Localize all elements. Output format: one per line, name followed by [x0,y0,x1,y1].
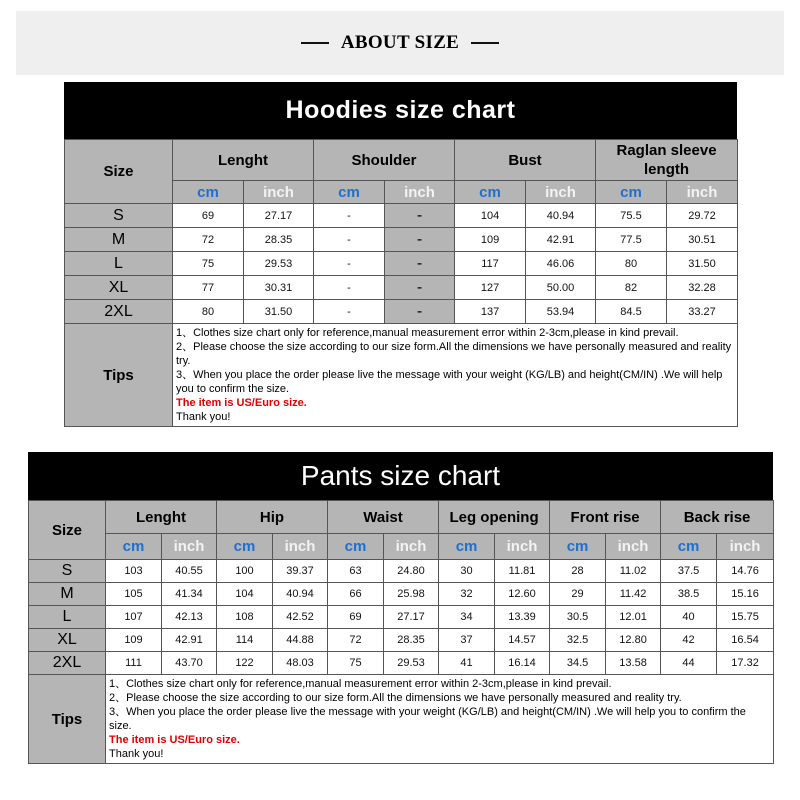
value-cell: 28 [550,560,606,583]
value-cell: 29.53 [244,252,314,276]
group-header-back-rise: Back rise [661,501,774,534]
value-cell: 16.14 [495,652,550,675]
size-header: Size [29,501,106,560]
value-cell: - [385,252,455,276]
value-cell: 72 [328,629,384,652]
unit-cm-header: cm [661,534,717,560]
value-cell: 66 [328,583,384,606]
table-row [65,300,738,324]
table-row [29,583,774,606]
value-cell: 32.28 [667,276,738,300]
size-cell: S [65,204,173,228]
value-cell: 108 [217,606,273,629]
value-cell: 107 [106,606,162,629]
value-cell: 29 [550,583,606,606]
value-cell: 11.81 [495,560,550,583]
value-cell: 12.60 [495,583,550,606]
value-cell: 13.39 [495,606,550,629]
value-cell: 29.53 [384,652,439,675]
size-cell: L [29,606,106,629]
table-row [29,606,774,629]
value-cell: 122 [217,652,273,675]
tip-line: 3、When you place the order please live the message with your weight (KG/LB) and height(CM/IN) .We will help you to confirm the size. [176,369,723,395]
value-cell: 82 [596,276,667,300]
group-header-bust: Bust [455,140,596,181]
value-cell: 14.76 [717,560,774,583]
group-header-length: Lenght [173,140,314,181]
value-cell: 40.55 [162,560,217,583]
value-cell: 42.91 [162,629,217,652]
value-cell: - [385,228,455,252]
pants-size-table [28,500,774,764]
value-cell: 50.00 [526,276,596,300]
value-cell: 63 [328,560,384,583]
value-cell: - [314,300,385,324]
value-cell: 43.70 [162,652,217,675]
table-row [29,629,774,652]
group-header-raglan-sleeve: Raglan sleeve length [596,140,738,181]
value-cell: 14.57 [495,629,550,652]
table-row [65,204,738,228]
value-cell: 44 [661,652,717,675]
group-header-leg-opening: Leg opening [439,501,550,534]
table-row [65,276,738,300]
value-cell: - [314,276,385,300]
value-cell: 25.98 [384,583,439,606]
value-cell: 30 [439,560,495,583]
value-cell: 104 [455,204,526,228]
value-cell: 15.75 [717,606,774,629]
value-cell: 40.94 [526,204,596,228]
value-cell: 32.5 [550,629,606,652]
size-cell: 2XL [65,300,173,324]
us-euro-size-note: The item is US/Euro size. [176,397,307,409]
tips-label: Tips [29,675,106,764]
banner-title: ABOUT SIZE [340,32,460,53]
value-cell: 40 [661,606,717,629]
tip-line: 2、Please choose the size according to our size form.All the dimensions we have personally measured and reality try. [176,341,732,367]
value-cell: 80 [173,300,244,324]
value-cell: 38.5 [661,583,717,606]
value-cell: 44.88 [273,629,328,652]
value-cell: 42.52 [273,606,328,629]
value-cell: 37 [439,629,495,652]
value-cell: 75 [173,252,244,276]
value-cell: 34 [439,606,495,629]
group-header-length: Lenght [106,501,217,534]
value-cell: 33.27 [667,300,738,324]
value-cell: 30.51 [667,228,738,252]
hoodies-size-chart [64,82,737,427]
tips-text [173,324,738,427]
unit-inch-header: inch [667,181,738,204]
group-header-shoulder: Shoulder [314,140,455,181]
value-cell: 42 [661,629,717,652]
table-row [29,652,774,675]
group-header-hip: Hip [217,501,328,534]
unit-inch-header: inch [526,181,596,204]
tip-line: 1、Clothes size chart only for reference,manual measurement error within 2-3cm,please in kind prevail. [109,678,612,690]
value-cell: 42.91 [526,228,596,252]
tips-text [106,675,774,764]
group-header-waist: Waist [328,501,439,534]
value-cell: 137 [455,300,526,324]
value-cell: 30.5 [550,606,606,629]
value-cell: 111 [106,652,162,675]
value-cell: 34.5 [550,652,606,675]
thank-you-text: Thank you! [109,748,164,760]
value-cell: 39.37 [273,560,328,583]
value-cell: - [385,204,455,228]
unit-inch-header: inch [606,534,661,560]
unit-cm-header: cm [106,534,162,560]
value-cell: 75.5 [596,204,667,228]
size-cell: M [65,228,173,252]
value-cell: 109 [455,228,526,252]
unit-cm-header: cm [314,181,385,204]
table-row [29,560,774,583]
value-cell: 114 [217,629,273,652]
value-cell: 24.80 [384,560,439,583]
size-cell: XL [29,629,106,652]
value-cell: 69 [173,204,244,228]
unit-cm-header: cm [173,181,244,204]
value-cell: 109 [106,629,162,652]
hoodies-size-table [64,139,738,427]
value-cell: 105 [106,583,162,606]
value-cell: 40.94 [273,583,328,606]
banner-dash-right [471,42,499,44]
size-cell: 2XL [29,652,106,675]
unit-cm-header: cm [550,534,606,560]
about-size-banner [16,11,784,75]
value-cell: 48.03 [273,652,328,675]
value-cell: 16.54 [717,629,774,652]
value-cell: 69 [328,606,384,629]
value-cell: 72 [173,228,244,252]
banner-dash-left [301,42,329,44]
value-cell: 12.01 [606,606,661,629]
unit-inch-header: inch [273,534,328,560]
size-cell: M [29,583,106,606]
value-cell: - [314,204,385,228]
value-cell: 28.35 [244,228,314,252]
tip-line: 3、When you place the order please live the message with your weight (KG/LB) and height(CM/IN) .We will help you to confirm the size. [109,706,746,732]
size-cell: L [65,252,173,276]
unit-inch-header: inch [244,181,314,204]
pants-chart-title: Pants size chart [28,452,773,500]
unit-cm-header: cm [328,534,384,560]
tips-label: Tips [65,324,173,427]
value-cell: 27.17 [244,204,314,228]
value-cell: 12.80 [606,629,661,652]
unit-cm-header: cm [217,534,273,560]
value-cell: 77.5 [596,228,667,252]
value-cell: 29.72 [667,204,738,228]
value-cell: 11.02 [606,560,661,583]
value-cell: 46.06 [526,252,596,276]
unit-inch-header: inch [162,534,217,560]
unit-inch-header: inch [385,181,455,204]
value-cell: 30.31 [244,276,314,300]
unit-inch-header: inch [717,534,774,560]
value-cell: 77 [173,276,244,300]
unit-inch-header: inch [495,534,550,560]
value-cell: 103 [106,560,162,583]
unit-cm-header: cm [596,181,667,204]
value-cell: 27.17 [384,606,439,629]
value-cell: - [385,276,455,300]
thank-you-text: Thank you! [176,411,231,423]
value-cell: 15.16 [717,583,774,606]
value-cell: 127 [455,276,526,300]
table-row [65,228,738,252]
unit-cm-header: cm [455,181,526,204]
value-cell: 42.13 [162,606,217,629]
value-cell: 84.5 [596,300,667,324]
unit-inch-header: inch [384,534,439,560]
pants-size-chart [28,452,773,764]
group-header-front-rise: Front rise [550,501,661,534]
size-cell: S [29,560,106,583]
value-cell: 100 [217,560,273,583]
value-cell: 32 [439,583,495,606]
value-cell: 41.34 [162,583,217,606]
value-cell: 17.32 [717,652,774,675]
value-cell: 31.50 [244,300,314,324]
us-euro-size-note: The item is US/Euro size. [109,734,240,746]
value-cell: 104 [217,583,273,606]
value-cell: 13.58 [606,652,661,675]
unit-cm-header: cm [439,534,495,560]
value-cell: 11.42 [606,583,661,606]
value-cell: 31.50 [667,252,738,276]
value-cell: 28.35 [384,629,439,652]
hoodies-chart-title: Hoodies size chart [64,82,737,139]
value-cell: 75 [328,652,384,675]
value-cell: - [314,228,385,252]
size-cell: XL [65,276,173,300]
size-header: Size [65,140,173,204]
tip-line: 2、Please choose the size according to our size form.All the dimensions we have personally measured and reality try. [109,692,682,704]
value-cell: - [314,252,385,276]
value-cell: - [385,300,455,324]
tip-line: 1、Clothes size chart only for reference,manual measurement error within 2-3cm,please in kind prevail. [176,327,679,339]
table-row [65,252,738,276]
value-cell: 80 [596,252,667,276]
value-cell: 53.94 [526,300,596,324]
value-cell: 117 [455,252,526,276]
value-cell: 37.5 [661,560,717,583]
value-cell: 41 [439,652,495,675]
